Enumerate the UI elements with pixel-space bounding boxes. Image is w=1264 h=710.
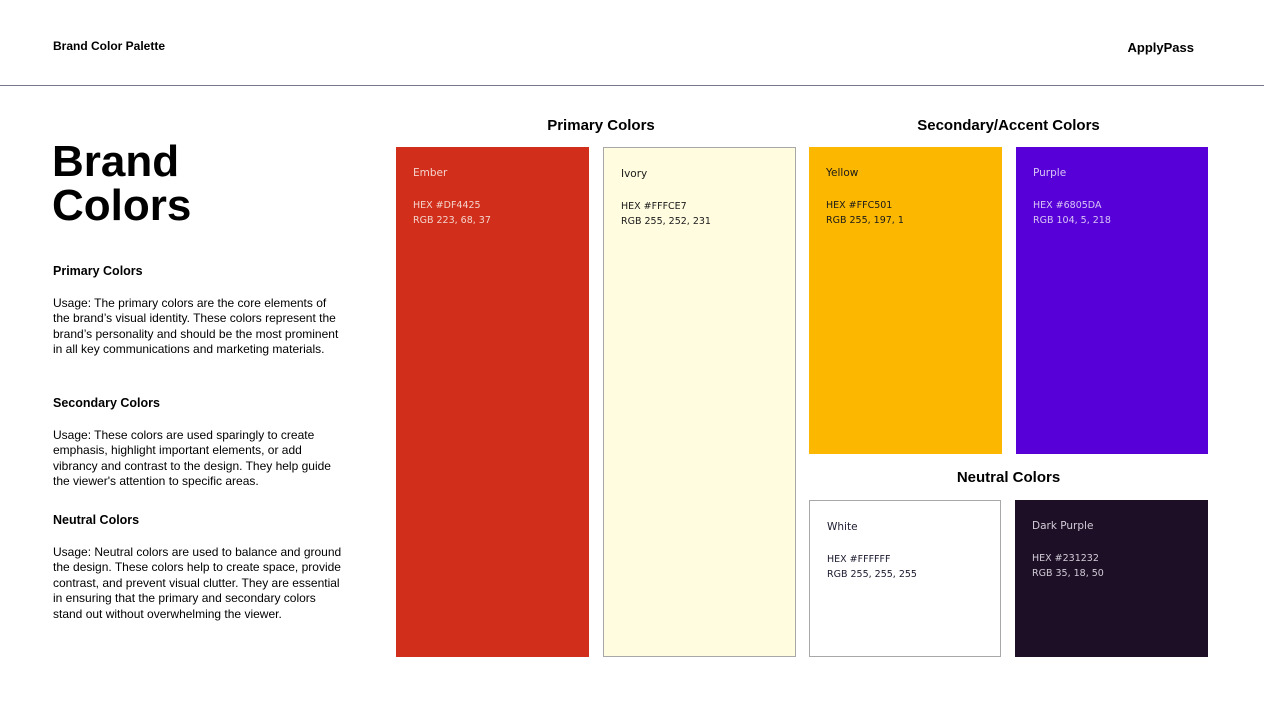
page-title [52, 137, 192, 230]
swatch-rgb: RGB 104, 5, 218 [1033, 215, 1111, 226]
page-title-line-1: Brand [52, 137, 180, 186]
swatch-rgb: RGB 255, 255, 255 [827, 569, 917, 580]
swatch-rgb: RGB 255, 197, 1 [826, 215, 904, 226]
swatch-hex: HEX #6805DA [1033, 200, 1102, 211]
neutral-colors-usage: Usage: Neutral colors are used to balance and ground the design. These colors help to create space, provide contrast, and prevent visual clutter. They are essential in ensuring that the primary and secondary colors stand out without overwhelming the viewer. [53, 545, 342, 621]
primary-colors-usage: Usage: The primary colors are the core elements of the brand’s visual identity. These colors represent the brand’s personality and should be the most prominent in all key communications and marketing materials. [53, 296, 339, 357]
header-title: Brand Color Palette [53, 39, 166, 53]
swatch-name: Dark Purple [1032, 520, 1094, 532]
swatch-name: Ember [413, 167, 448, 179]
swatch-hex: HEX #FFFFFF [827, 554, 891, 565]
secondary-group-title: Secondary/Accent Colors [917, 117, 1100, 134]
swatch-hex: HEX #231232 [1032, 553, 1099, 564]
swatch-name: Ivory [621, 168, 648, 180]
swatch-name: Purple [1033, 167, 1067, 179]
swatch-rgb: RGB 223, 68, 37 [413, 215, 491, 226]
secondary-colors-usage: Usage: These colors are used sparingly to create emphasis, highlight important elements, or add vibrancy and contrast to the design. They help guide the viewer's attention to specific areas. [53, 428, 331, 489]
neutral-colors-heading: Neutral Colors [53, 513, 140, 527]
swatch-hex: HEX #FFC501 [826, 200, 893, 211]
swatch-rgb: RGB 35, 18, 50 [1032, 568, 1104, 579]
swatch-name: White [827, 521, 858, 533]
brand-name: ApplyPass [1127, 40, 1194, 55]
swatch-purple [1016, 147, 1208, 454]
primary-group-title: Primary Colors [547, 117, 655, 134]
swatch-yellow [809, 147, 1002, 454]
swatch-white [809, 500, 1001, 657]
swatch-hex: HEX #DF4425 [413, 200, 481, 211]
primary-colors-heading: Primary Colors [53, 264, 143, 278]
swatch-dark-purple [1015, 500, 1208, 657]
page-header [0, 0, 1264, 86]
swatch-hex: HEX #FFFCE7 [621, 201, 687, 212]
neutral-group-title: Neutral Colors [956, 469, 1061, 486]
swatch-rgb: RGB 255, 252, 231 [621, 216, 711, 227]
secondary-colors-heading: Secondary Colors [53, 396, 160, 410]
swatch-ivory [603, 147, 796, 657]
swatch-name: Yellow [826, 167, 859, 179]
swatch-ember [396, 147, 589, 657]
page-title-line-2: Colors [52, 181, 192, 230]
